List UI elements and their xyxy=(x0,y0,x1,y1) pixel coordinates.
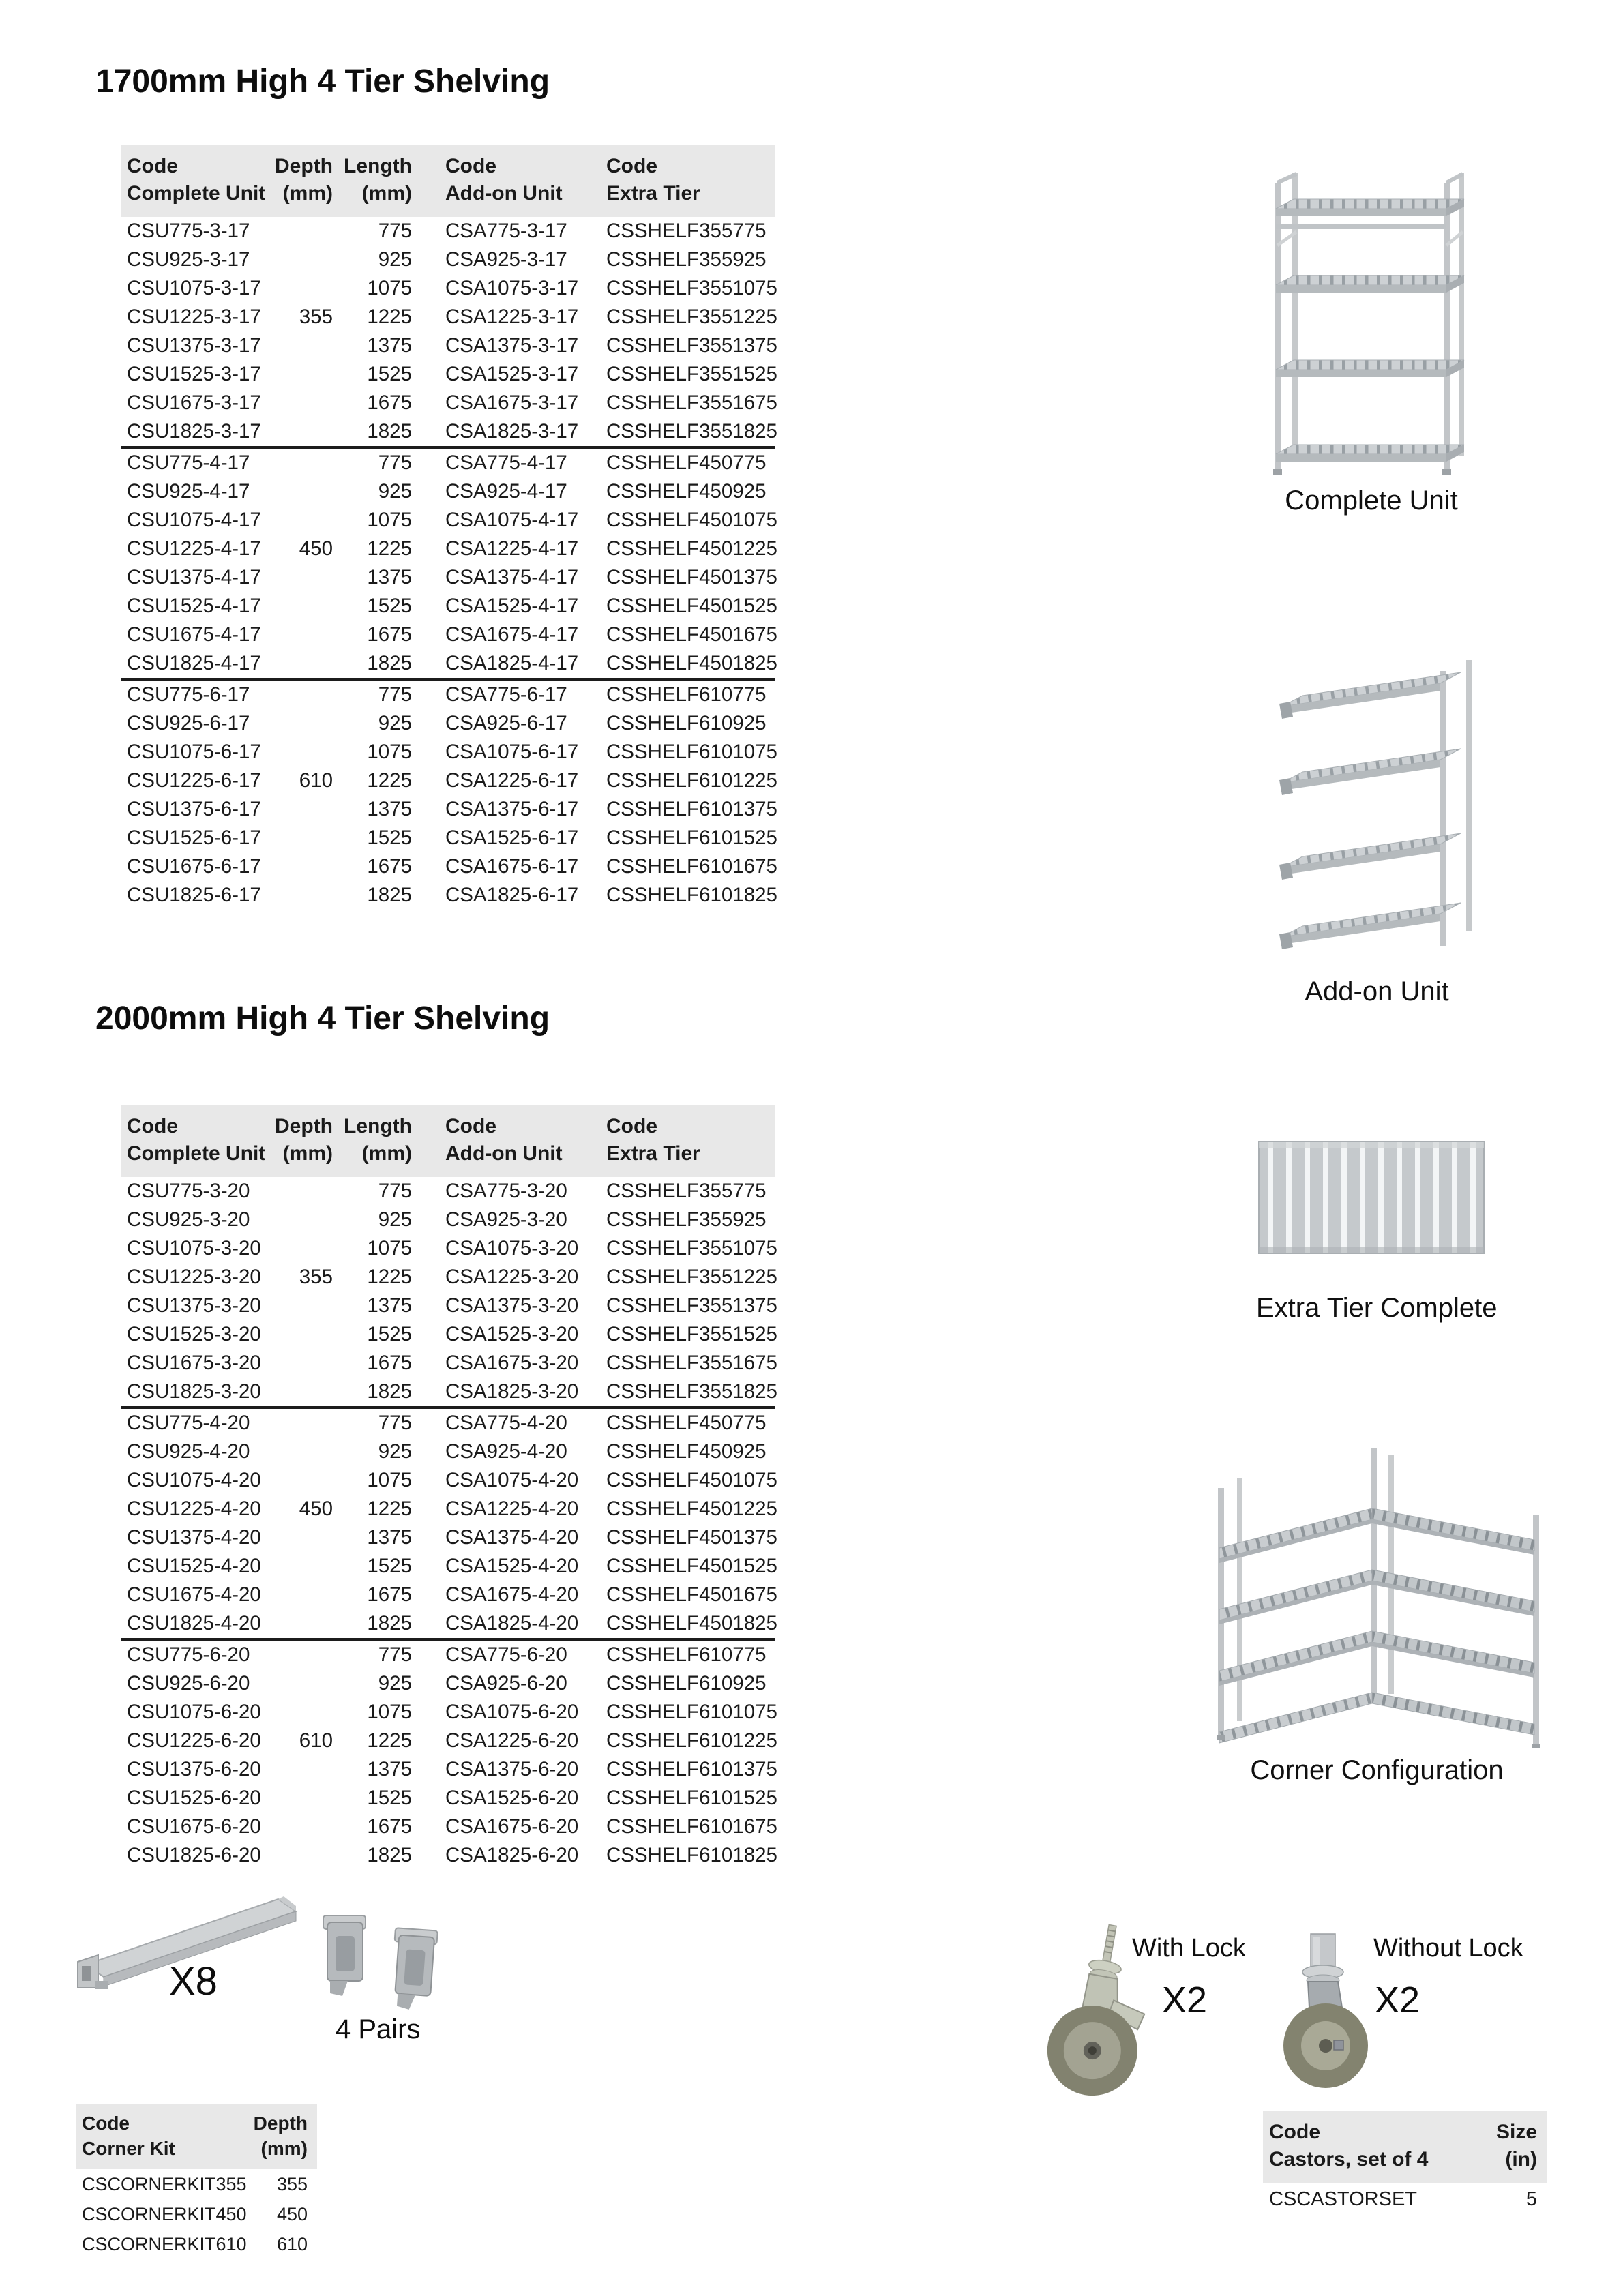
corner-configuration-image xyxy=(1200,1444,1553,1752)
column-header: Code Complete Unit xyxy=(127,155,266,205)
table-row: CSU1225-3-20 355 1225 CSA1225-3-20 CSSHELF3551225 xyxy=(127,1266,777,1288)
column-header: Code Add-on Unit xyxy=(445,155,563,205)
castor-set-table xyxy=(1263,2111,1547,2216)
complete-unit-caption: Complete Unit xyxy=(1285,486,1458,516)
column-header: Code Corner Kit xyxy=(82,2113,175,2159)
table-group xyxy=(121,447,775,679)
table-group xyxy=(121,1407,775,1639)
table-group xyxy=(121,217,775,447)
table-row: CSU1225-4-20 450 1225 CSA1225-4-20 CSSHELF4501225 xyxy=(127,1497,777,1520)
column-header: Length (mm) xyxy=(344,1115,412,1165)
column-header: Length (mm) xyxy=(344,155,412,205)
column-header: Code Complete Unit xyxy=(127,1115,266,1165)
table-row: CSU925-6-17 925 CSA925-6-17 CSSHELF610925 xyxy=(127,712,766,734)
table-row: CSU1825-3-20 1825 CSA1825-3-20 CSSHELF3551825 xyxy=(127,1380,777,1403)
table-group xyxy=(121,1177,775,1407)
table-row: CSU1375-6-17 1375 CSA1375-6-17 CSSHELF6101375 xyxy=(127,798,777,820)
table-row: CSU1825-4-17 1825 CSA1825-4-17 CSSHELF4501825 xyxy=(127,652,777,674)
table-header-row xyxy=(76,2104,317,2169)
table-row: CSU1225-6-17 610 1225 CSA1225-6-17 CSSHELF6101225 xyxy=(127,769,777,792)
table-row: CSU925-3-17 925 CSA925-3-17 CSSHELF355925 xyxy=(127,248,766,271)
table-row: CSU1675-3-20 1675 CSA1675-3-20 CSSHELF3551675 xyxy=(127,1352,777,1374)
table-row: CSU1525-3-20 1525 CSA1525-3-20 CSSHELF3551525 xyxy=(127,1323,777,1345)
table-header-row xyxy=(121,1105,775,1177)
complete-unit-image xyxy=(1265,164,1478,482)
table-row: CSU1825-3-17 1825 CSA1825-3-17 CSSHELF3551825 xyxy=(127,420,777,443)
table-row: CSU925-6-20 925 CSA925-6-20 CSSHELF610925 xyxy=(127,1672,766,1695)
column-header: Code Extra Tier xyxy=(606,155,700,205)
table-row: CSU1675-6-17 1675 CSA1675-6-17 CSSHELF6101675 xyxy=(127,855,777,878)
shelving-unit-icon xyxy=(1265,164,1478,479)
table-row: CSU1375-4-17 1375 CSA1375-4-17 CSSHELF4501375 xyxy=(127,566,777,588)
shelf-rail-qty-label: X8 xyxy=(169,1959,218,2003)
table-row: CSU1525-3-17 1525 CSA1525-3-17 CSSHELF3551525 xyxy=(127,363,777,385)
table-row: CSU1075-6-20 1075 CSA1075-6-20 CSSHELF6101075 xyxy=(127,1701,777,1723)
addon-unit-image xyxy=(1270,645,1484,954)
table-row: CSU1225-4-17 450 1225 CSA1225-4-17 CSSHELF4501225 xyxy=(127,537,777,560)
table-row: CSU1825-6-20 1825 CSA1825-6-20 CSSHELF6101825 xyxy=(127,1844,777,1866)
table-row: CSU1375-3-20 1375 CSA1375-3-20 CSSHELF3551375 xyxy=(127,1294,777,1317)
table-row: CSU1225-3-17 355 1225 CSA1225-3-17 CSSHELF3551225 xyxy=(127,305,777,328)
table-row: CSU1825-6-17 1825 CSA1825-6-17 CSSHELF6101825 xyxy=(127,884,777,906)
table-row: CSU775-3-17 775 CSA775-3-17 CSSHELF355775 xyxy=(127,220,766,242)
column-header: Depth (mm) xyxy=(253,2113,308,2159)
extra-tier-image xyxy=(1256,1135,1487,1264)
extra-tier-caption: Extra Tier Complete xyxy=(1256,1293,1498,1323)
corner-clips-icon xyxy=(315,1913,451,2015)
corner-kit-table xyxy=(76,2104,317,2259)
table-row: CSU1675-3-17 1675 CSA1675-3-17 CSSHELF3551675 xyxy=(127,391,777,414)
corner-clips-qty-label: 4 Pairs xyxy=(336,2014,421,2044)
corner-configuration-icon xyxy=(1200,1444,1553,1748)
section-title-1700: 1700mm High 4 Tier Shelving xyxy=(95,63,550,100)
castor-without-lock-image xyxy=(1277,1931,1372,2105)
table-row: CSCORNERKIT610 610 xyxy=(82,2234,308,2254)
table-row: CSU775-4-20 775 CSA775-4-20 CSSHELF450775 xyxy=(121,1407,775,1437)
table-row: CSU1375-3-17 1375 CSA1375-3-17 CSSHELF3551375 xyxy=(127,334,777,357)
table-row: CSU925-3-20 925 CSA925-3-20 CSSHELF355925 xyxy=(127,1208,766,1231)
table-row: CSU775-3-20 775 CSA775-3-20 CSSHELF355775 xyxy=(127,1180,766,1202)
table-row: CSU925-4-20 925 CSA925-4-20 CSSHELF450925 xyxy=(127,1440,766,1463)
table-header-row xyxy=(121,145,775,217)
table-row: CSU1075-4-17 1075 CSA1075-4-17 CSSHELF4501075 xyxy=(127,509,777,531)
table-row: CSU1825-4-20 1825 CSA1825-4-20 CSSHELF4501825 xyxy=(127,1612,777,1635)
table-row: CSU925-4-17 925 CSA925-4-17 CSSHELF450925 xyxy=(127,480,766,503)
corner-configuration-caption: Corner Configuration xyxy=(1250,1755,1504,1785)
shelving-table-2000 xyxy=(121,1105,775,1870)
table-row: CSU1675-4-17 1675 CSA1675-4-17 CSSHELF4501675 xyxy=(127,623,777,646)
column-header: Code Add-on Unit xyxy=(445,1115,563,1165)
table-group xyxy=(121,679,775,910)
table-row: CSU1375-4-20 1375 CSA1375-4-20 CSSHELF4501375 xyxy=(127,1526,777,1549)
extra-tier-icon xyxy=(1256,1135,1487,1260)
table-row: CSU775-6-20 775 CSA775-6-20 CSSHELF610775 xyxy=(121,1639,775,1669)
table-row: CSU1675-4-20 1675 CSA1675-4-20 CSSHELF4501675 xyxy=(127,1583,777,1606)
column-header: Code Extra Tier xyxy=(606,1115,700,1165)
table-row: CSCASTORSET 5 xyxy=(1269,2188,1537,2210)
corner-clips-image xyxy=(315,1913,451,2018)
table-row: CSU1675-6-20 1675 CSA1675-6-20 CSSHELF6101675 xyxy=(127,1815,777,1838)
table-row: CSU1525-6-20 1525 CSA1525-6-20 CSSHELF6101525 xyxy=(127,1787,777,1809)
table-row: CSCORNERKIT450 450 xyxy=(82,2204,308,2224)
castor-without-lock-icon xyxy=(1277,1931,1372,2102)
table-row: CSU1525-6-17 1525 CSA1525-6-17 CSSHELF6101525 xyxy=(127,826,777,849)
table-row: CSU1375-6-20 1375 CSA1375-6-20 CSSHELF6101375 xyxy=(127,1758,777,1780)
column-header: Size (in) xyxy=(1495,2121,1537,2171)
castor-without-lock-qty-label: X2 xyxy=(1375,1980,1420,2021)
table-row: CSU775-4-17 775 CSA775-4-17 CSSHELF450775 xyxy=(121,447,775,477)
section-title-2000: 2000mm High 4 Tier Shelving xyxy=(95,1000,550,1037)
table-row: CSU1525-4-17 1525 CSA1525-4-17 CSSHELF4501525 xyxy=(127,595,777,617)
table-row: CSU775-6-17 775 CSA775-6-17 CSSHELF610775 xyxy=(121,679,775,709)
addon-unit-caption: Add-on Unit xyxy=(1305,976,1449,1007)
table-row: CSU1075-6-17 1075 CSA1075-6-17 CSSHELF6101075 xyxy=(127,741,777,763)
castor-with-lock-label: With Lock xyxy=(1132,1934,1246,1963)
table-group xyxy=(121,1639,775,1870)
castor-without-lock-label: Without Lock xyxy=(1373,1934,1523,1963)
column-header: Code Castors, set of 4 xyxy=(1269,2121,1429,2171)
castor-with-lock-qty-label: X2 xyxy=(1162,1980,1208,2021)
table-header-row xyxy=(1263,2111,1547,2183)
table-row: CSU1075-4-20 1075 CSA1075-4-20 CSSHELF4501075 xyxy=(127,1469,777,1491)
column-header: Depth (mm) xyxy=(275,1115,333,1165)
column-header: Depth (mm) xyxy=(275,155,333,205)
addon-unit-icon xyxy=(1270,645,1484,951)
table-row: CSU1075-3-20 1075 CSA1075-3-20 CSSHELF3551075 xyxy=(127,1237,777,1259)
table-row: CSCORNERKIT355 355 xyxy=(82,2174,308,2194)
table-row: CSU1075-3-17 1075 CSA1075-3-17 CSSHELF3551075 xyxy=(127,277,777,299)
shelving-table-1700 xyxy=(121,145,775,910)
table-row: CSU1225-6-20 610 1225 CSA1225-6-20 CSSHELF6101225 xyxy=(127,1729,777,1752)
table-row: CSU1525-4-20 1525 CSA1525-4-20 CSSHELF4501525 xyxy=(127,1555,777,1577)
